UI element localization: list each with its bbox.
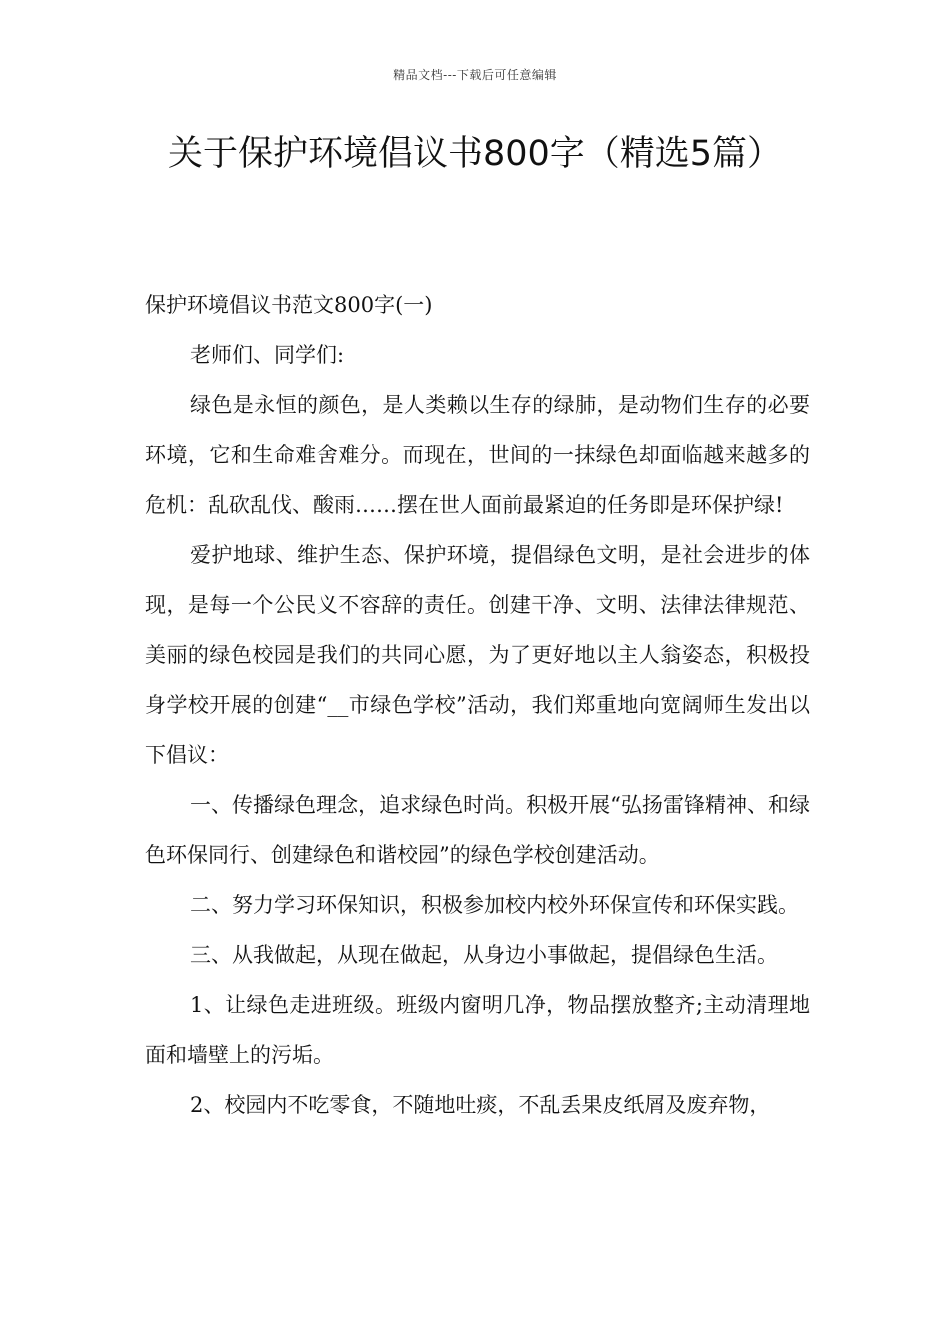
- paragraph: 2、校园内不吃零食，不随地吐痰，不乱丢果皮纸屑及废弃物，: [190, 1093, 771, 1117]
- paragraph: 一、传播绿色理念，追求绿色时尚。积极开展“弘扬雷锋精神、和绿色环保同行、创建绿色和谐校园”的绿色学校创建活动。: [145, 793, 810, 867]
- paragraph: 绿色是永恒的颜色，是人类赖以生存的绿肺，是动物们生存的必要环境，它和生命难舍难分。而现在，世间的一抹绿色却面临越来越多的危机：乱砍乱伐、酸雨……摆在世人面前最紧迫的任务即是环保护绿!: [145, 393, 810, 517]
- paragraph: 三、从我做起，从现在做起，从身边小事做起，提倡绿色生活。: [190, 943, 778, 967]
- paragraph: 二、努力学习环保知识，积极参加校内校外环保宣传和环保实践。: [190, 893, 799, 917]
- section-heading: 保护环境倡议书范文800字(一): [145, 293, 433, 317]
- document-title: 关于保护环境倡议书800字（精选5篇）: [167, 134, 783, 174]
- salutation: 老师们、同学们:: [190, 343, 345, 367]
- header-note: 精品文档---下载后可任意编辑: [393, 68, 557, 82]
- paragraph: 1、让绿色走进班级。班级内窗明几净，物品摆放整齐;主动清理地面和墙壁上的污垢。: [145, 993, 810, 1067]
- paragraph: 爱护地球、维护生态、保护环境，提倡绿色文明，是社会进步的体现，是每一个公民义不容辞的责任。创建干净、文明、法律法律规范、美丽的绿色校园是我们的共同心愿，为了更好地以主人翁姿态，积极投身学校开展的创建“__市绿色学校”活动，我们郑重地向宽阔师生发出以下倡议：: [145, 543, 810, 767]
- document-body: [145, 280, 810, 1130]
